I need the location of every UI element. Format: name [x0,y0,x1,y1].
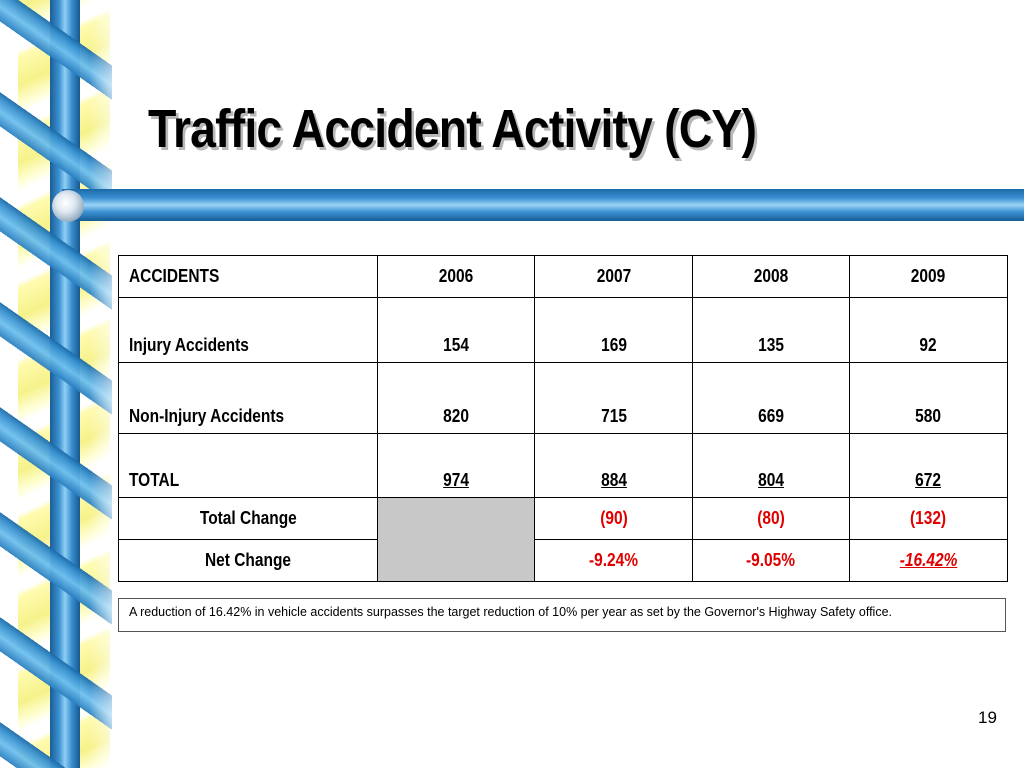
table-cell: 154 [378,298,535,363]
table-cell: 884 [535,434,692,498]
header-year: 2009 [849,256,1007,298]
slide-title: Traffic Accident Activity (CY) [148,99,757,159]
header-year: 2008 [692,256,849,298]
table-cell: 715 [535,363,692,434]
table-cell: 672 [849,434,1007,498]
table-cell: (90) [535,498,692,540]
table-cell: (80) [692,498,849,540]
table-cell: -9.24% [535,540,692,582]
table-row-total [119,434,1008,498]
table-cell: 974 [378,434,535,498]
header-year: 2006 [378,256,535,298]
summary-note: A reduction of 16.42% in vehicle accidents surpasses the target reduction of 10% per year as set by the Governor's Highway Safety office. [118,598,1006,632]
accident-table [118,255,1008,582]
header-accidents: ACCIDENTS [119,256,378,298]
table-cell: 804 [692,434,849,498]
title-divider-bar [62,189,1024,221]
table-cell: 92 [849,298,1007,363]
gray-empty-cell [378,498,535,582]
decorative-ribbon [0,0,112,768]
table-cell: 820 [378,363,535,434]
page-number: 19 [978,708,997,727]
divider-ball-ornament [52,190,84,222]
table-cell: 169 [535,298,692,363]
table-cell: -16.42% [849,540,1007,582]
table-row-total-change [119,498,1008,540]
table-row [119,298,1008,363]
table-row [119,363,1008,434]
row-label-total-change: Total Change [119,498,378,540]
table-header-row [119,256,1008,298]
header-year: 2007 [535,256,692,298]
table-cell: 580 [849,363,1007,434]
row-label-net-change: Net Change [119,540,378,582]
ribbon-fade [0,0,112,768]
row-label-non-injury: Non-Injury Accidents [119,363,378,434]
table-row-net-change [119,540,1008,582]
table-cell: -9.05% [692,540,849,582]
table-cell: 669 [692,363,849,434]
table-cell: 135 [692,298,849,363]
row-label-total: TOTAL [119,434,378,498]
row-label-injury: Injury Accidents [119,298,378,363]
table-cell: (132) [849,498,1007,540]
